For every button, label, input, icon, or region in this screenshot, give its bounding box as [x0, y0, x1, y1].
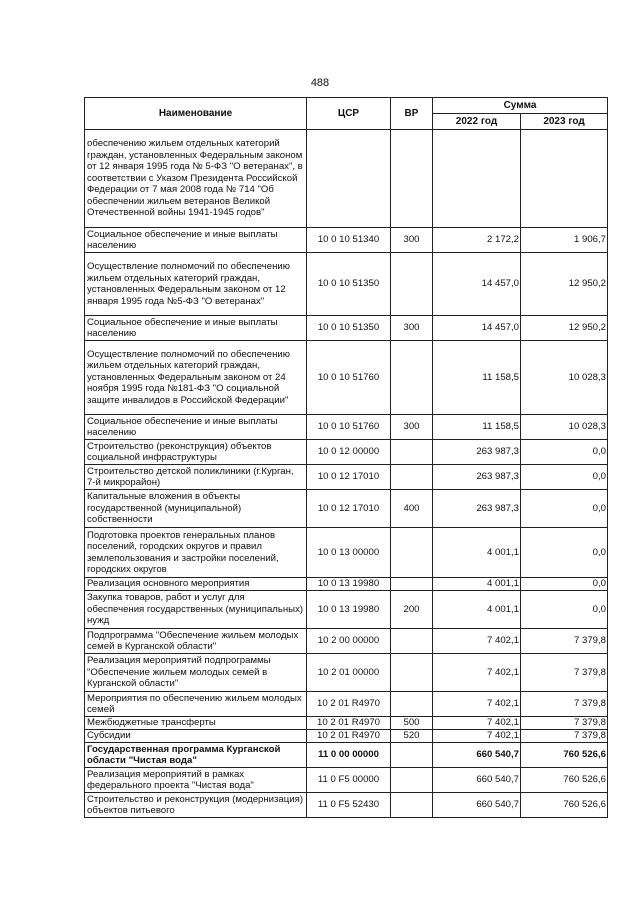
row-sum-2023: 760 526,6	[521, 793, 608, 818]
table-row	[85, 440, 608, 465]
row-name: Социальное обеспечение и иные выплаты населению	[85, 415, 307, 440]
row-csr: 11 0 F5 00000	[307, 768, 391, 793]
row-sum-2023: 0,0	[521, 465, 608, 490]
table-row	[85, 768, 608, 793]
row-name: обеспечению жильем отдельных категорий граждан, установленных Федеральным законом от 12 января 1995 года № 5-ФЗ "О ветеранах", в соответствии с Указом Президента Российской Федерации от 7 мая 2008 года № 714 "Об обеспечении жильем ветеранов Великой Отечественной войны 1941-1945 годов"	[85, 130, 307, 228]
row-vr	[391, 743, 433, 768]
row-vr: 300	[391, 228, 433, 253]
row-name: Реализация основного мероприятия	[85, 578, 307, 591]
row-name: Мероприятия по обеспечению жильем молодых семей	[85, 692, 307, 717]
row-name: Строительство детской поликлиники (г.Курган, 7-й микрорайон)	[85, 465, 307, 490]
table-row	[85, 743, 608, 768]
row-vr: 520	[391, 730, 433, 743]
row-sum-2022: 7 402,1	[433, 654, 521, 692]
table-row	[85, 692, 608, 717]
row-vr	[391, 528, 433, 578]
row-sum-2023: 12 950,2	[521, 316, 608, 341]
row-name: Осуществление полномочий по обеспечению жильем отдельных категорий граждан, установленных Федеральным законом от 24 ноября 1995 года №181-ФЗ "О социальной защите инвалидов в Российской Федерации"	[85, 341, 307, 415]
row-name: Государственная программа Курганской области "Чистая вода"	[85, 743, 307, 768]
row-name: Строительство (реконструкция) объектов социальной инфраструктуры	[85, 440, 307, 465]
row-name: Закупка товаров, работ и услуг для обеспечения государственных (муниципальных) нужд	[85, 591, 307, 629]
row-name: Подпрограмма "Обеспечение жильем молодых семей в Курганской области"	[85, 629, 307, 654]
row-name: Социальное обеспечение и иные выплаты населению	[85, 316, 307, 341]
header-year-2022: 2022 год	[433, 114, 521, 130]
row-csr: 10 0 12 17010	[307, 465, 391, 490]
row-sum-2023: 760 526,6	[521, 743, 608, 768]
row-vr	[391, 253, 433, 316]
table-row	[85, 578, 608, 591]
row-csr: 10 0 12 17010	[307, 490, 391, 528]
row-csr: 10 2 00 00000	[307, 629, 391, 654]
row-sum-2023: 760 526,6	[521, 768, 608, 793]
row-sum-2022: 4 001,1	[433, 591, 521, 629]
row-sum-2023: 1 906,7	[521, 228, 608, 253]
row-sum-2023: 0,0	[521, 440, 608, 465]
row-csr	[307, 130, 391, 228]
row-sum-2022: 4 001,1	[433, 528, 521, 578]
row-vr	[391, 130, 433, 228]
table-row	[85, 490, 608, 528]
header-year-2023: 2023 год	[521, 114, 608, 130]
row-sum-2022	[433, 130, 521, 228]
row-sum-2022: 11 158,5	[433, 341, 521, 415]
row-sum-2023: 7 379,8	[521, 629, 608, 654]
row-vr: 500	[391, 717, 433, 730]
row-csr: 10 0 10 51760	[307, 415, 391, 440]
row-sum-2022: 2 172,2	[433, 228, 521, 253]
header-vr: ВР	[391, 98, 433, 130]
table-row	[85, 316, 608, 341]
row-sum-2022: 7 402,1	[433, 717, 521, 730]
row-vr	[391, 465, 433, 490]
row-vr: 200	[391, 591, 433, 629]
row-name: Капитальные вложения в объекты государственной (муниципальной) собственности	[85, 490, 307, 528]
row-sum-2023: 0,0	[521, 591, 608, 629]
row-csr: 11 0 F5 52430	[307, 793, 391, 818]
table-body	[85, 130, 608, 818]
row-name: Реализация мероприятий подпрограммы "Обеспечение жильем молодых семей в Курганской области"	[85, 654, 307, 692]
row-sum-2022: 4 001,1	[433, 578, 521, 591]
row-name: Осуществление полномочий по обеспечению жильем отдельных категорий граждан, установленных Федеральным законом от 12 января 1995 года №5-ФЗ "О ветеранах"	[85, 253, 307, 316]
row-sum-2022: 14 457,0	[433, 316, 521, 341]
row-sum-2023: 7 379,8	[521, 730, 608, 743]
row-sum-2023	[521, 130, 608, 228]
row-sum-2023: 7 379,8	[521, 717, 608, 730]
row-sum-2023: 7 379,8	[521, 692, 608, 717]
row-name: Субсидии	[85, 730, 307, 743]
row-vr	[391, 793, 433, 818]
table-row	[85, 228, 608, 253]
table-row	[85, 793, 608, 818]
row-sum-2022: 263 987,3	[433, 490, 521, 528]
row-name: Социальное обеспечение и иные выплаты населению	[85, 228, 307, 253]
row-sum-2022: 660 540,7	[433, 768, 521, 793]
row-sum-2023: 0,0	[521, 528, 608, 578]
row-sum-2022: 660 540,7	[433, 793, 521, 818]
row-sum-2023: 7 379,8	[521, 654, 608, 692]
table-row	[85, 654, 608, 692]
table-row	[85, 528, 608, 578]
row-name: Реализация мероприятий в рамках федерального проекта "Чистая вода"	[85, 768, 307, 793]
row-name: Строительство и реконструкция (модернизация) объектов питьевого	[85, 793, 307, 818]
row-vr	[391, 768, 433, 793]
row-sum-2023: 0,0	[521, 490, 608, 528]
table-row	[85, 717, 608, 730]
row-name: Подготовка проектов генеральных планов поселений, городских округов и правил землепользования и застройки поселений, городских округов	[85, 528, 307, 578]
table-row	[85, 415, 608, 440]
row-csr: 10 0 13 19980	[307, 591, 391, 629]
table-row	[85, 341, 608, 415]
header-sum: Сумма	[433, 98, 608, 114]
row-vr: 300	[391, 316, 433, 341]
row-csr: 10 2 01 R4970	[307, 692, 391, 717]
row-vr: 300	[391, 415, 433, 440]
table-row	[85, 130, 608, 228]
row-sum-2022: 7 402,1	[433, 692, 521, 717]
row-csr: 10 2 01 R4970	[307, 717, 391, 730]
row-sum-2023: 10 028,3	[521, 341, 608, 415]
page-number: 488	[310, 77, 330, 89]
row-sum-2023: 0,0	[521, 578, 608, 591]
row-sum-2022: 660 540,7	[433, 743, 521, 768]
row-csr: 10 0 12 00000	[307, 440, 391, 465]
row-csr: 11 0 00 00000	[307, 743, 391, 768]
row-sum-2023: 10 028,3	[521, 415, 608, 440]
row-sum-2022: 263 987,3	[433, 440, 521, 465]
row-vr	[391, 692, 433, 717]
table-row	[85, 253, 608, 316]
row-csr: 10 2 01 00000	[307, 654, 391, 692]
row-sum-2022: 7 402,1	[433, 730, 521, 743]
row-csr: 10 0 10 51350	[307, 253, 391, 316]
row-csr: 10 0 13 19980	[307, 578, 391, 591]
row-sum-2022: 7 402,1	[433, 629, 521, 654]
row-name: Межбюджетные трансферты	[85, 717, 307, 730]
row-sum-2022: 263 987,3	[433, 465, 521, 490]
row-vr: 400	[391, 490, 433, 528]
row-csr: 10 2 01 R4970	[307, 730, 391, 743]
row-vr	[391, 440, 433, 465]
header-csr: ЦСР	[307, 98, 391, 130]
header-name: Наименование	[85, 98, 307, 130]
budget-table	[84, 97, 608, 818]
row-sum-2022: 14 457,0	[433, 253, 521, 316]
row-sum-2023: 12 950,2	[521, 253, 608, 316]
table-row	[85, 730, 608, 743]
row-vr	[391, 629, 433, 654]
table-row	[85, 465, 608, 490]
row-csr: 10 0 13 00000	[307, 528, 391, 578]
row-csr: 10 0 10 51350	[307, 316, 391, 341]
table-row	[85, 629, 608, 654]
table-row	[85, 591, 608, 629]
row-csr: 10 0 10 51760	[307, 341, 391, 415]
row-vr	[391, 654, 433, 692]
row-vr	[391, 341, 433, 415]
row-vr	[391, 578, 433, 591]
row-csr: 10 0 10 51340	[307, 228, 391, 253]
row-sum-2022: 11 158,5	[433, 415, 521, 440]
